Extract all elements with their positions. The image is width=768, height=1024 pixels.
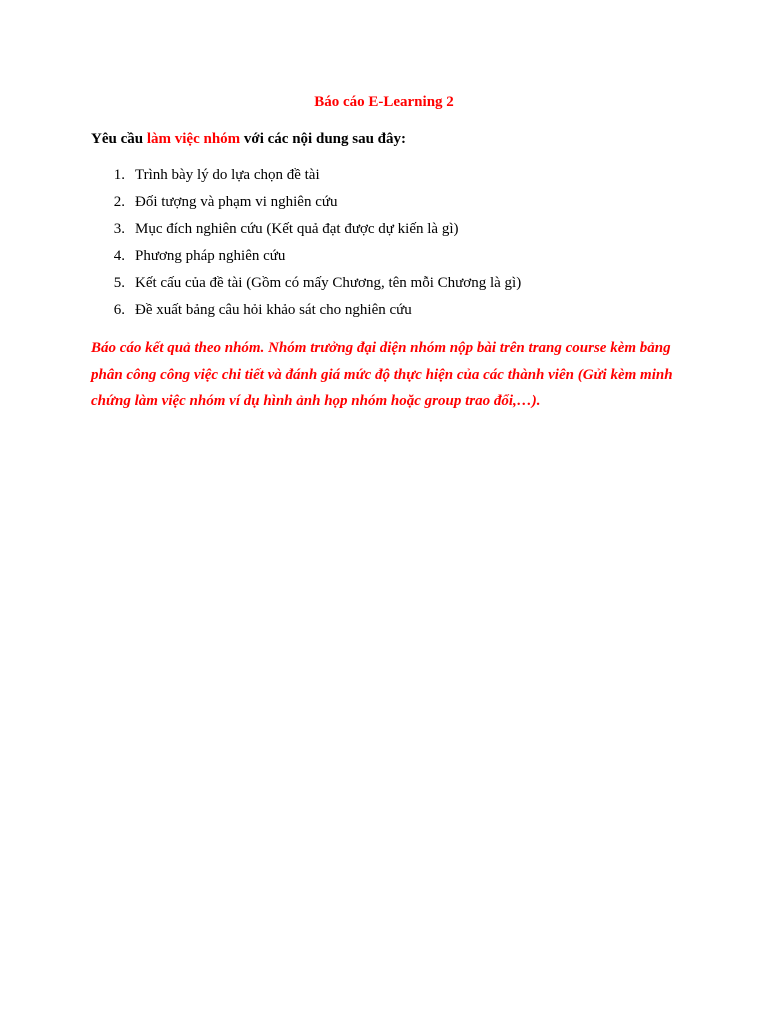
list-item-number: 6. [113,302,125,318]
list-item-number: 3. [113,221,125,237]
list-item-text: Đối tượng và phạm vi nghiên cứu [135,194,338,210]
list-item-number: 4. [113,248,125,264]
intro-highlight: làm việc nhóm [146,131,241,147]
submission-note: Báo cáo kết quả theo nhóm. Nhóm trưởng đại diện nhóm nộp bài trên trang course kèm bảng phân công công việc chi tiết và đánh giá mức độ thực hiện của các thành viên (Gửi kèm minh chứng làm việc nhóm ví dụ hình ảnh họp nhóm hoặc group trao đổi,…). [91,340,673,409]
list-item-number: 1. [113,167,125,183]
list-item-text: Đề xuất bảng câu hỏi khảo sát cho nghiên cứu [135,302,412,318]
list-item-number: 2. [113,194,125,210]
intro-after: với các nội dung sau đây: [240,131,407,147]
list-item-text: Phương pháp nghiên cứu [135,248,286,264]
document-title: Báo cáo E-Learning 2 [314,94,454,110]
list-item-text: Mục đích nghiên cứu (Kết quả đạt được dự kiến là gì) [135,221,459,237]
intro-before: Yêu cầu [91,131,147,147]
list-item-text: Kết cấu của đề tài (Gồm có mấy Chương, tên mỗi Chương là gì) [135,275,522,291]
list-item-number: 5. [113,275,125,291]
intro-line [91,130,406,148]
list-item-text: Trình bày lý do lựa chọn đề tài [135,167,320,183]
